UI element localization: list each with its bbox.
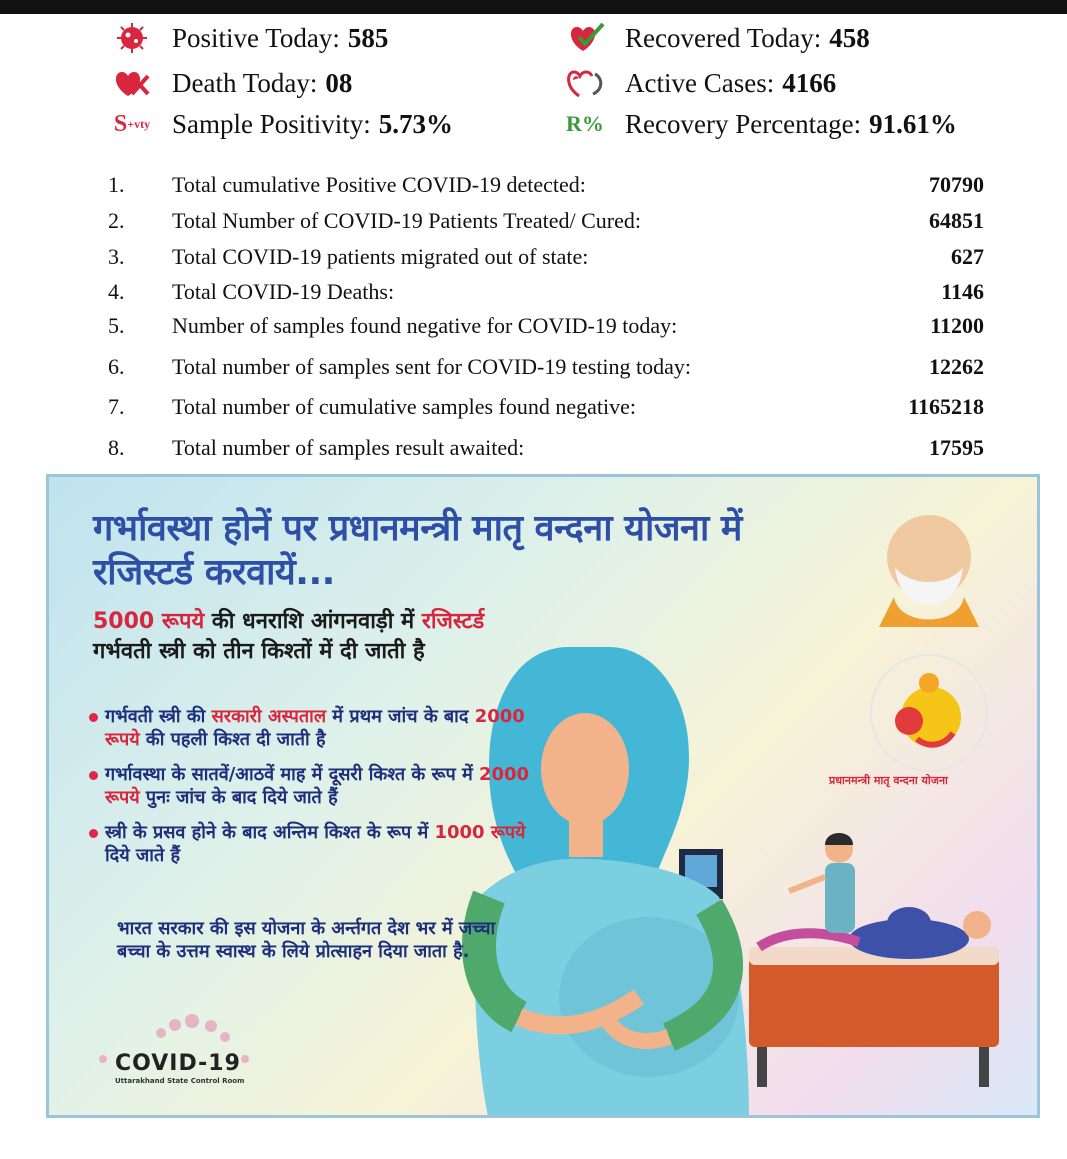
row-label: Total COVID-19 patients migrated out of state: xyxy=(172,244,589,269)
active-cases-value: 4166 xyxy=(782,67,837,98)
heart-check-icon xyxy=(555,20,615,56)
bullet-text: में प्रथम जांच के बाद xyxy=(326,706,475,727)
bullet-text: स्त्री के प्रसव होने के बाद अन्तिम किश्त के रूप में xyxy=(105,822,435,843)
death-today-label: Death Today: xyxy=(172,67,318,98)
bullet-hospital: सरकारी अस्पताल xyxy=(211,706,327,727)
subtitle-amount: 5000 रूपये xyxy=(93,609,205,634)
stat-sample-positivity xyxy=(113,104,454,144)
row-label: Total number of samples result awaited: xyxy=(172,435,525,460)
bullet-text: गर्भावस्था के सातवें/आठवें माह में दूसरी किश्त के रूप में xyxy=(105,764,479,785)
bullet-amount: 1000 रूपये xyxy=(434,822,526,843)
subtitle-text: की धनराशि आंगनवाड़ी में xyxy=(204,609,422,634)
recovered-today-value: 458 xyxy=(829,22,870,53)
row-number: 1. xyxy=(108,172,125,197)
recovery-percentage-label: Recovery Percentage: xyxy=(625,108,862,139)
sample-positivity-label: Sample Positivity: xyxy=(172,108,371,139)
table-row xyxy=(108,204,984,238)
row-label: Number of samples found negative for COVID-19 today: xyxy=(172,313,678,338)
positive-today-label: Positive Today: xyxy=(172,22,340,53)
bullet-second-installment xyxy=(87,763,537,809)
row-value: 1165218 xyxy=(908,394,984,419)
subtitle-line2: गर्भवती स्त्री को तीन किश्तों में दी जाती है xyxy=(93,639,425,664)
row-number: 7. xyxy=(108,394,125,419)
death-today-value: 08 xyxy=(325,67,353,98)
sample-positivity-value: 5.73% xyxy=(378,108,454,139)
poster-title-part: गर्भावस्था होनें पर xyxy=(93,508,329,549)
positivity-icon-letter: S xyxy=(113,110,128,137)
positivity-icon xyxy=(102,106,162,142)
row-label: Total number of cumulative samples found negative: xyxy=(172,394,636,419)
stat-active-cases xyxy=(625,63,836,103)
row-label: Total number of samples sent for COVID-19 testing today: xyxy=(172,354,692,379)
covid-logo-word: COVID-19 xyxy=(115,1051,241,1076)
stat-recovered-today xyxy=(625,18,870,58)
recovery-percentage-value: 91.61% xyxy=(869,108,957,139)
row-label: Total cumulative Positive COVID-19 detected: xyxy=(172,172,586,197)
row-number: 6. xyxy=(108,354,125,379)
bullet-amount: 2000 रूपये xyxy=(105,706,525,750)
row-value: 12262 xyxy=(929,354,984,379)
top-dark-bar xyxy=(0,0,1067,14)
table-row xyxy=(108,168,984,202)
bullet-text: पुनः जांच के बाद दिये जाते हैं xyxy=(139,787,338,808)
table-row xyxy=(108,240,984,274)
poster-closing-text: भारत सरकार की इस योजना के अर्न्तगत देश भर में जच्चा बच्चा के उत्तम स्वास्थ के लिये प्रोत्साहन दिया जाता है. xyxy=(117,918,496,962)
stat-positive-today xyxy=(172,18,388,58)
poster-title-register: रजिस्टर्ड करवायें... xyxy=(93,552,335,593)
poster-subtitle xyxy=(93,607,653,667)
poster-bullets xyxy=(87,705,537,879)
table-row xyxy=(108,431,984,465)
table-row xyxy=(108,309,984,343)
stat-recovery-percentage xyxy=(566,104,957,144)
row-label: Total Number of COVID-19 Patients Treated/ Cured: xyxy=(172,208,641,233)
bullet-text: गर्भवती स्त्री की xyxy=(105,706,212,727)
pmmvy-poster xyxy=(46,474,1040,1118)
row-number: 5. xyxy=(108,313,125,338)
subtitle-registered: रजिस्टर्ड xyxy=(421,609,485,634)
poster-title-scheme: प्रधानमन्त्री मातृ वन्दना योजना में xyxy=(328,508,742,549)
row-value: 11200 xyxy=(930,313,984,338)
row-value: 627 xyxy=(951,244,984,269)
positivity-icon-sup: +vty xyxy=(127,116,151,131)
table-row xyxy=(108,390,984,424)
bullet-text: दिये जाते हैं xyxy=(105,845,181,866)
table-row xyxy=(108,275,984,309)
row-number: 4. xyxy=(108,279,125,304)
row-value: 1146 xyxy=(941,279,984,304)
poster-title xyxy=(93,507,873,595)
recovered-today-label: Recovered Today: xyxy=(625,22,822,53)
bullet-amount: 2000 रूपये xyxy=(105,764,530,808)
active-cases-label: Active Cases: xyxy=(625,67,775,98)
heart-outline-icon xyxy=(555,65,615,101)
recovery-percent-icon: R% xyxy=(566,111,604,136)
table-row xyxy=(108,350,984,384)
bullet-final-installment xyxy=(87,821,537,867)
row-number: 8. xyxy=(108,435,125,460)
row-value: 64851 xyxy=(929,208,984,233)
covid-control-room-logo xyxy=(115,1051,285,1085)
virus-icon xyxy=(102,20,162,56)
row-value: 17595 xyxy=(929,435,984,460)
row-value: 70790 xyxy=(929,172,984,197)
bullet-text: की पहली किश्त दी जाती है xyxy=(139,729,326,750)
row-number: 3. xyxy=(108,244,125,269)
heart-cross-icon xyxy=(102,65,162,101)
row-number: 2. xyxy=(108,208,125,233)
pmmvy-logo: प्रधानमन्त्री मातृ वन्दना योजना xyxy=(829,774,948,787)
stat-death-today xyxy=(172,63,352,103)
row-label: Total COVID-19 Deaths: xyxy=(172,279,395,304)
positive-today-value: 585 xyxy=(347,22,389,53)
bullet-first-installment xyxy=(87,705,537,751)
covid-logo-subtitle: Uttarakhand State Control Room xyxy=(115,1077,245,1085)
